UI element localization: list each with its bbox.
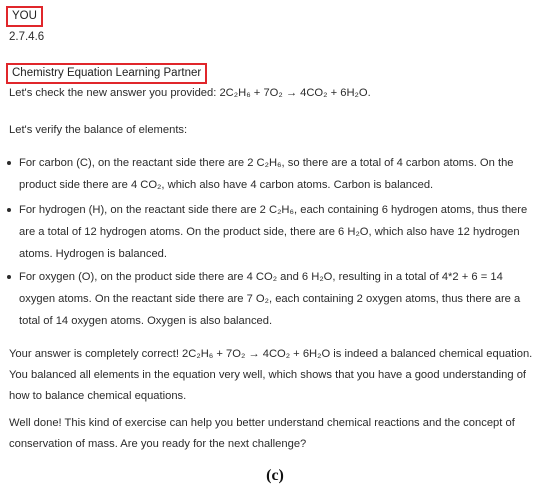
- assistant-verify-heading: Let's verify the balance of elements:: [9, 124, 188, 136]
- assistant-closing: Well done! This kind of exercise can help you better understand chemical reactions and the concept of conservation of mass. Are you ready for the next challenge?: [9, 417, 515, 450]
- bullet-hydrogen: For hydrogen (H), on the reactant side there are 2 C₂H₆, each containing 6 hydrogen atoms, thus there are a total of 12 hydrogen atoms. On the product side, there are 6 H₂O, which also have 12 hydrogen atoms. Hydrogen is balanced.: [19, 199, 541, 265]
- bullet-oxygen: For oxygen (O), on the product side there are 4 CO₂ and 6 H₂O, resulting in a total of 4*2 + 6 = 14 oxygen atoms. On the reactant side there are 7 O₂, each containing 2 oxygen atoms, thus there are a total of 14 oxygen atoms. Oxygen is also balanced.: [19, 266, 541, 332]
- assistant-label-box: [6, 63, 207, 84]
- assistant-conclusion: Your answer is completely correct! 2C₂H₆ + 7O₂ → 4CO₂ + 6H₂O is indeed a balanced chemical equation. You balanced all elements in the equation very well, which shows that you have a good understanding of how to balance chemical equations.: [9, 348, 533, 402]
- assistant-intro: Let's check the new answer you provided: 2C₂H₆ + 7O₂ → 4CO₂ + 6H₂O.: [9, 87, 371, 99]
- user-message: 2.7.4.6: [9, 31, 45, 43]
- user-label: YOU: [6, 6, 43, 27]
- figure-caption: (c): [266, 467, 284, 484]
- assistant-label: Chemistry Equation Learning Partner: [6, 63, 207, 84]
- bullet-carbon: For carbon (C), on the reactant side there are 2 C₂H₆, so there are a total of 4 carbon atoms. On the product side there are 4 CO₂, which also have 4 carbon atoms. Carbon is balanced.: [19, 152, 541, 196]
- user-label-box: [6, 6, 43, 27]
